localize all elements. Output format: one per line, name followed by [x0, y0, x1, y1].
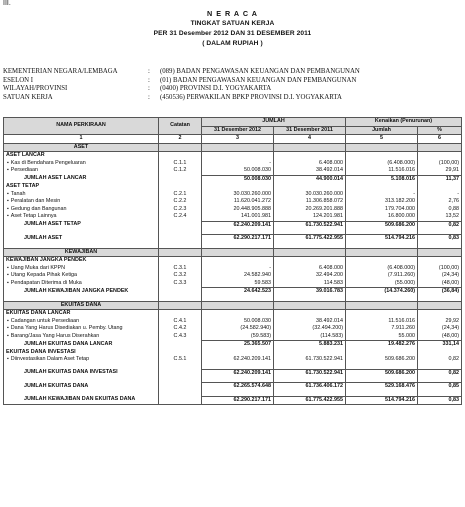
row-label-text: ▪ Utang Kepada Pihak Ketiga [7, 272, 77, 278]
category-label: EKUITAS DANA INVESTASI [4, 349, 159, 357]
empty-cell [159, 183, 202, 191]
entity-key: WILAYAH/PROVINSI [3, 85, 68, 93]
total-change-amount: 19.482.276 [346, 341, 418, 349]
total-2011: 44.900.014 [274, 175, 346, 183]
empty-cell [159, 383, 202, 391]
entity-key: ESELON I [3, 76, 34, 84]
entity-row: KEMENTERIAN NEGARA/LEMBAGA : (089) BADAN PENGAWASAN KEUANGAN DAN PEMBANGUNAN [3, 68, 360, 75]
total-label: JUMLAH EKUITAS DANA [4, 383, 159, 391]
entity-key: KEMENTERIAN NEGARA/LEMBAGA [3, 68, 118, 75]
total-label: JUMLAH ASET [4, 235, 159, 243]
entity-value: (089) BADAN PENGAWASAN KEUANGAN DAN PEMBANGUNAN [160, 68, 360, 75]
row-label-text: ▪ Uang Muka dari KPPN [7, 265, 65, 271]
entity-key: SATUAN KERJA [3, 93, 53, 101]
category-label: ASET LANCAR [4, 152, 159, 160]
change-amount: 11.516.016 [346, 318, 418, 326]
row-label [4, 265, 159, 273]
empty-cell [418, 248, 462, 257]
total-row [4, 235, 462, 243]
note-ref: C.3.2 [159, 272, 202, 280]
change-amount: - [346, 191, 418, 199]
value-2011: 124.201.981 [274, 213, 346, 221]
total-2012: 62.265.574.648 [202, 383, 274, 391]
row-label-text: ▪ Aset Tetap Lainnya [7, 213, 57, 219]
note-ref: C.4.2 [159, 325, 202, 333]
section-number: III. [3, 0, 11, 7]
row-label [4, 206, 159, 214]
total-change-percent: 0,82 [418, 221, 462, 229]
total-change-amount: 529.168.476 [346, 383, 418, 391]
value-2011: 38.492.014 [274, 167, 346, 175]
total-row [4, 396, 462, 405]
table-row [4, 160, 462, 168]
note-ref: C.1.1 [159, 160, 202, 168]
value-2012: 59.583 [202, 280, 274, 288]
note-ref: C.2.2 [159, 198, 202, 206]
section-header-row [4, 301, 462, 310]
empty-cell [159, 349, 202, 357]
header-2011: 31 Desember 2011 [274, 126, 346, 135]
report-unit: ( DALAM RUPIAH ) [202, 40, 263, 47]
note-ref: C.5.1 [159, 356, 202, 364]
total-2012: 50.008.030 [202, 175, 274, 183]
change-percent: - [418, 191, 462, 199]
section-header-row [4, 143, 462, 152]
value-2012: 62.240.209.141 [202, 356, 274, 364]
total-change-amount: (14.374.260) [346, 288, 418, 296]
empty-cell [418, 183, 462, 191]
value-2011: 20.269.201.888 [274, 206, 346, 214]
empty-cell [159, 175, 202, 183]
change-amount: 16.800.000 [346, 213, 418, 221]
total-change-amount: 514.794.216 [346, 396, 418, 405]
total-2011: 61.775.422.955 [274, 396, 346, 405]
total-2011: 61.730.522.941 [274, 221, 346, 229]
total-2012: 62.240.209.141 [202, 221, 274, 229]
value-2011: (114.583) [274, 333, 346, 341]
value-2011: 30.030.260.000 [274, 191, 346, 199]
row-label [4, 280, 159, 288]
table-row [4, 280, 462, 288]
change-amount: 55.000 [346, 333, 418, 341]
total-2012: 62.290.217.171 [202, 235, 274, 243]
empty-cell [202, 248, 274, 257]
empty-cell [202, 349, 274, 357]
empty-cell [202, 143, 274, 152]
total-label: JUMLAH ASET LANCAR [4, 175, 159, 183]
change-percent: 0,88 [418, 206, 462, 214]
row-label-text: ▪ Barang/Jasa Yang Harus Diserahkan [7, 333, 99, 339]
header-percent: % [418, 126, 462, 135]
row-label [4, 167, 159, 175]
value-2012: - [202, 265, 274, 273]
change-percent: 0,82 [418, 356, 462, 364]
header-kenaikan: Kenaikan (Penurunan) [346, 118, 462, 127]
empty-cell [346, 257, 418, 265]
column-index: 1 [4, 135, 159, 144]
column-index: 6 [418, 135, 462, 144]
row-label-text: ▪ Peralatan dan Mesin [7, 198, 60, 204]
table-row [4, 272, 462, 280]
total-label: JUMLAH EKUITAS DANA LANCAR [4, 341, 159, 349]
entity-info [3, 68, 463, 102]
table-row [4, 325, 462, 333]
value-2012: 24.582.940 [202, 272, 274, 280]
change-percent: (48,00) [418, 333, 462, 341]
total-2011: 5.883.231 [274, 341, 346, 349]
value-2012: 11.620.041.272 [202, 198, 274, 206]
value-2011: 32.494.200 [274, 272, 346, 280]
empty-cell [159, 143, 202, 152]
total-label: JUMLAH ASET TETAP [4, 221, 159, 229]
value-2011: (32.494.200) [274, 325, 346, 333]
total-label: JUMLAH KEWAJIBAN DAN EKUITAS DANA [4, 396, 159, 405]
category-row [4, 257, 462, 265]
empty-cell [346, 183, 418, 191]
empty-cell [202, 310, 274, 318]
change-amount: 11.516.016 [346, 167, 418, 175]
change-amount: (6.408.000) [346, 265, 418, 273]
total-change-percent: 0,83 [418, 235, 462, 243]
report-period: PER 31 Desember 2012 DAN 31 DESEMBER 2011 [153, 30, 312, 37]
column-index: 5 [346, 135, 418, 144]
total-row [4, 175, 462, 183]
note-ref: C.3.3 [159, 280, 202, 288]
table-row [4, 333, 462, 341]
balance-sheet-table [3, 117, 462, 405]
empty-cell [346, 248, 418, 257]
empty-cell [274, 257, 346, 265]
row-label [4, 213, 159, 221]
report-subtitle: TINGKAT SATUAN KERJA [190, 20, 275, 27]
entity-value: (0400) PROVINSI D.I. YOGYAKARTA [160, 85, 272, 93]
empty-cell [159, 396, 202, 405]
empty-cell [159, 152, 202, 160]
empty-cell [202, 301, 274, 310]
total-2012: 62.290.217.171 [202, 396, 274, 405]
change-amount: 7.911.260 [346, 325, 418, 333]
row-label-text: ▪ Diinvestasikan Dalam Aset Tetap [7, 356, 89, 362]
total-change-percent: 0,82 [418, 369, 462, 377]
empty-cell [159, 341, 202, 349]
empty-cell [274, 310, 346, 318]
category-label: ASET TETAP [4, 183, 159, 191]
note-ref: C.4.3 [159, 333, 202, 341]
value-2011: 114.583 [274, 280, 346, 288]
header-2012: 31 Desember 2012 [202, 126, 274, 135]
table-row [4, 265, 462, 273]
entity-row: ESELON I : (01) BADAN PENGAWASAN KEUANGAN DAN PEMBANGUNAN [3, 76, 357, 84]
change-percent: (24,34) [418, 325, 462, 333]
empty-cell [274, 301, 346, 310]
entity-value: (01) BADAN PENGAWASAN KEUANGAN DAN PEMBANGUNAN [160, 76, 357, 84]
empty-cell [274, 248, 346, 257]
header-kenaikan-jumlah: Jumlah [346, 126, 418, 135]
row-label [4, 198, 159, 206]
row-label-text: ▪ Dana Yang Harus Disediakan u. Pemby. Utang [7, 325, 123, 331]
column-index: 2 [159, 135, 202, 144]
row-label-text: ▪ Tanah [7, 191, 25, 197]
row-label [4, 333, 159, 341]
table-row [4, 213, 462, 221]
row-label [4, 191, 159, 199]
empty-cell [159, 310, 202, 318]
change-amount: (6.408.000) [346, 160, 418, 168]
row-label [4, 272, 159, 280]
section-label: KEWAJIBAN [4, 248, 159, 257]
total-change-percent: 0,83 [418, 396, 462, 405]
total-change-percent: 0,85 [418, 383, 462, 391]
note-ref: C.3.1 [159, 265, 202, 273]
table-row [4, 318, 462, 326]
total-2012: 62.240.209.141 [202, 369, 274, 377]
value-2012: 50.008.030 [202, 318, 274, 326]
total-2011: 61.775.422.955 [274, 235, 346, 243]
table-row [4, 356, 462, 364]
change-amount: 179.704.000 [346, 206, 418, 214]
empty-cell [274, 152, 346, 160]
total-2011: 61.736.406.172 [274, 383, 346, 391]
empty-cell [418, 152, 462, 160]
empty-cell [274, 183, 346, 191]
empty-cell [202, 152, 274, 160]
empty-cell [346, 152, 418, 160]
empty-cell [418, 257, 462, 265]
row-label-text: ▪ Gedung dan Bangunan [7, 206, 67, 212]
value-2011: 11.306.858.072 [274, 198, 346, 206]
note-ref: C.2.4 [159, 213, 202, 221]
total-2012: 25.365.507 [202, 341, 274, 349]
column-index: 4 [274, 135, 346, 144]
total-label: JUMLAH KEWAJIBAN JANGKA PENDEK [4, 288, 159, 296]
empty-cell [159, 369, 202, 377]
report-title: N E R A C A [207, 9, 258, 18]
category-row [4, 183, 462, 191]
change-percent: (100,00) [418, 265, 462, 273]
category-label: KEWAJIBAN JANGKA PENDEK [4, 257, 159, 265]
table-body [4, 143, 462, 405]
empty-cell [202, 257, 274, 265]
empty-cell [346, 301, 418, 310]
row-label [4, 325, 159, 333]
change-percent: 29,92 [418, 318, 462, 326]
value-2012: 141.001.981 [202, 213, 274, 221]
row-label-text: ▪ Persediaan [7, 167, 38, 173]
table-row [4, 191, 462, 199]
value-2012: (24.582.940) [202, 325, 274, 333]
row-label-text: ▪ Cadangan untuk Persediaan [7, 318, 79, 324]
total-change-amount: 514.794.216 [346, 235, 418, 243]
category-label: EKUITAS DANA LANCAR [4, 310, 159, 318]
value-2011: 6.408.000 [274, 265, 346, 273]
table-row [4, 198, 462, 206]
total-2011: 61.730.522.941 [274, 369, 346, 377]
value-2012: 50.008.030 [202, 167, 274, 175]
empty-cell [159, 257, 202, 265]
change-percent: 29,91 [418, 167, 462, 175]
row-label [4, 356, 159, 364]
empty-cell [159, 301, 202, 310]
note-ref: C.1.2 [159, 167, 202, 175]
row-label-text: ▪ Kas di Bendahara Pengeluaran [7, 160, 86, 166]
empty-cell [159, 221, 202, 229]
total-change-amount: 509.686.200 [346, 221, 418, 229]
empty-cell [346, 310, 418, 318]
table-row [4, 206, 462, 214]
empty-cell [159, 288, 202, 296]
category-row [4, 152, 462, 160]
empty-cell [418, 349, 462, 357]
entity-value: (450536) PERWAKILAN BPKP PROVINSI D.I. YOGYAKARTA [160, 93, 342, 101]
total-2011: 39.016.783 [274, 288, 346, 296]
empty-cell [159, 248, 202, 257]
change-percent: 2,76 [418, 198, 462, 206]
empty-cell [346, 349, 418, 357]
empty-cell [346, 143, 418, 152]
value-2012: 30.030.260.000 [202, 191, 274, 199]
total-row [4, 383, 462, 391]
change-amount: (7.911.260) [346, 272, 418, 280]
column-index-row [4, 135, 462, 144]
value-2012: 20.448.905.888 [202, 206, 274, 214]
change-amount: (55.000) [346, 280, 418, 288]
total-row [4, 369, 462, 377]
table-row [4, 167, 462, 175]
empty-cell [202, 183, 274, 191]
section-label: EKUITAS DANA [4, 301, 159, 310]
row-label [4, 318, 159, 326]
empty-cell [274, 349, 346, 357]
total-row [4, 288, 462, 296]
total-change-percent: 331,14 [418, 341, 462, 349]
change-percent: (24,34) [418, 272, 462, 280]
total-change-percent: (36,84) [418, 288, 462, 296]
change-amount: 509.686.200 [346, 356, 418, 364]
value-2011: 6.408.000 [274, 160, 346, 168]
header-nama: NAMA PERKIRAAN [4, 118, 159, 135]
note-ref: C.4.1 [159, 318, 202, 326]
header-catatan: Catatan [159, 118, 202, 135]
entity-row: SATUAN KERJA : (450536) PERWAKILAN BPKP PROVINSI D.I. YOGYAKARTA [3, 93, 342, 101]
empty-cell [418, 310, 462, 318]
category-row [4, 349, 462, 357]
note-ref: C.2.1 [159, 191, 202, 199]
total-change-percent: 11,37 [418, 175, 462, 183]
entity-row: WILAYAH/PROVINSI : (0400) PROVINSI D.I. YOGYAKARTA [3, 85, 272, 93]
total-change-amount: 5.108.016 [346, 175, 418, 183]
total-label: JUMLAH EKUITAS DANA INVESTASI [4, 369, 159, 377]
category-row [4, 310, 462, 318]
section-label: ASET [4, 143, 159, 152]
total-row [4, 341, 462, 349]
change-percent: (100,00) [418, 160, 462, 168]
change-percent: (48,00) [418, 280, 462, 288]
value-2012: - [202, 160, 274, 168]
column-index: 3 [202, 135, 274, 144]
change-percent: 13,52 [418, 213, 462, 221]
value-2011: 38.492.014 [274, 318, 346, 326]
value-2011: 61.730.522.941 [274, 356, 346, 364]
total-2012: 24.642.523 [202, 288, 274, 296]
note-ref: C.2.3 [159, 206, 202, 214]
total-change-amount: 509.686.200 [346, 369, 418, 377]
value-2012: (59.583) [202, 333, 274, 341]
empty-cell [418, 143, 462, 152]
empty-cell [418, 301, 462, 310]
empty-cell [159, 235, 202, 243]
header-jumlah: JUMLAH [202, 118, 346, 127]
total-row [4, 221, 462, 229]
row-label-text: ▪ Pendapatan Diterima di Muka [7, 280, 82, 286]
row-label [4, 160, 159, 168]
change-amount: 313.182.200 [346, 198, 418, 206]
empty-cell [274, 143, 346, 152]
section-header-row [4, 248, 462, 257]
